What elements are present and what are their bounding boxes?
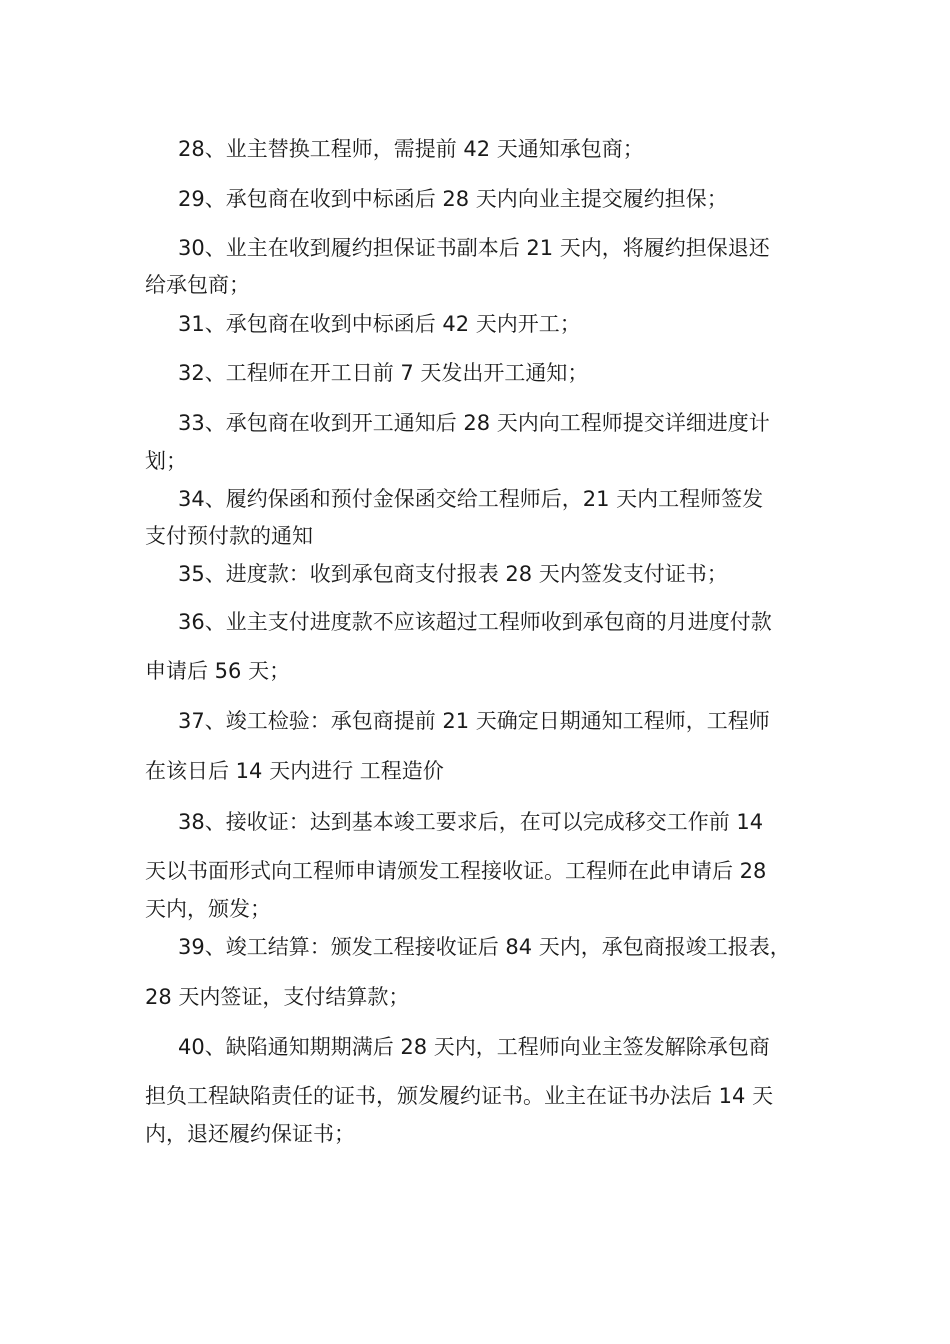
item-36: 36、业主支付进度款不应该超过工程师收到承包商的月进度付款 [178,610,772,634]
item-39-cont: 28 天内签证，支付结算款； [145,985,410,1009]
item-40-cont-2: 内，退还履约保证书； [145,1122,355,1146]
item-36-cont: 申请后 56 天； [145,659,291,683]
item-34: 34、履约保函和预付金保函交给工程师后，21 天内工程师签发 [178,487,764,511]
item-39: 39、竣工结算：颁发工程接收证后 84 天内，承包商报竣工报表， [178,935,791,959]
item-38-cont-1: 天以书面形式向工程师申请颁发工程接收证。工程师在此申请后 28 [145,859,767,883]
item-30: 30、业主在收到履约担保证书副本后 21 天内，将履约担保退还 [178,236,770,260]
item-35: 35、进度款：收到承包商支付报表 28 天内签发支付证书； [178,562,728,586]
item-29: 29、承包商在收到中标函后 28 天内向业主提交履约担保； [178,187,728,211]
item-33: 33、承包商在收到开工通知后 28 天内向工程师提交详细进度计 [178,411,770,435]
item-34-cont: 支付预付款的通知 [145,524,313,548]
item-30-cont: 给承包商； [145,273,250,297]
item-28: 28、业主替换工程师，需提前 42 天通知承包商； [178,137,644,161]
item-40-cont-1: 担负工程缺陷责任的证书，颁发履约证书。业主在证书办法后 14 天 [145,1084,774,1108]
item-32: 32、工程师在开工日前 7 天发出开工通知； [178,361,589,385]
item-33-cont: 划； [145,449,187,473]
item-37-cont: 在该日后 14 天内进行 工程造价 [145,759,444,783]
item-38-cont-2: 天内，颁发； [145,897,271,921]
item-38: 38、接收证：达到基本竣工要求后，在可以完成移交工作前 14 [178,810,764,834]
item-37: 37、竣工检验：承包商提前 21 天确定日期通知工程师，工程师 [178,709,770,733]
item-40: 40、缺陷通知期期满后 28 天内，工程师向业主签发解除承包商 [178,1035,770,1059]
item-31: 31、承包商在收到中标函后 42 天内开工； [178,312,581,336]
